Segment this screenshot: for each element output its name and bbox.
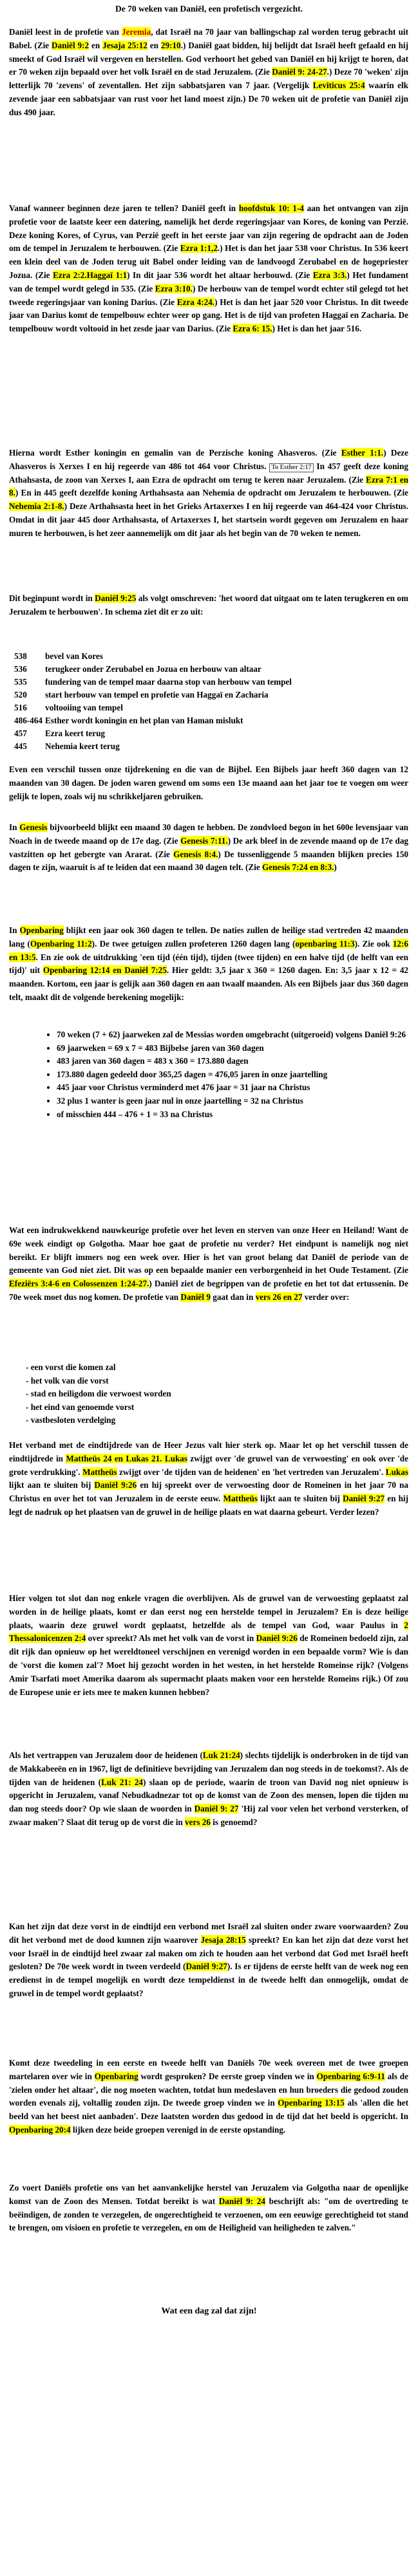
dash-text: stad en heiligdom die verwoest worden — [30, 1389, 171, 1398]
scripture-reference: Openbaring — [94, 2071, 138, 2081]
timeline-row — [14, 727, 375, 740]
timeline-row — [14, 676, 375, 689]
scripture-reference: Genesis 7:11. — [180, 835, 228, 846]
paragraph-text: blijkt een jaar ook 360 dagen te tellen. De naties zullen de heilige stad vertreden 42 maanden lang ( — [9, 925, 408, 949]
scripture-reference: 2 Thessalonicenzen 2:4 — [9, 1620, 408, 1644]
timeline-year: 445 — [14, 741, 27, 751]
paragraph-text: en hij legt de nadruk op het plaatsen van de gruwel in de heilige plaats en wat daarna gebeurt. Verder lezen? — [9, 1494, 409, 1517]
scripture-reference: Ezra 6: 15. — [233, 324, 272, 334]
paragraph-12 — [9, 1920, 408, 2001]
paragraph-text: , dat Israël na 70 jaar van ballingschap zal worden terug gebracht uit Babel. (Zie — [9, 27, 408, 50]
timeline-event: start herbouw van tempel en profetie van Haggaï en Zacharia — [45, 690, 269, 700]
timeline-row — [14, 650, 375, 663]
paragraph-text: ) De tussenliggende 5 maanden blijken precies 150 dagen te zijn, waaruit is af te leiden dat een maand 30 dagen telt. (Zie — [9, 849, 409, 873]
scripture-reference: Esther 1:1. — [341, 448, 384, 458]
paragraph-text: ). Is er tijdens de eerste helft van de week nog een eredienst in de tempel mogelijk en wordt deze tempeldienst in de tweede helft dan onmogelijk, omdat de gruwel in de tempel wordt geplaatst? — [9, 1961, 409, 1998]
calculation-item: • 32 plus 1 wanter is geen jaar nul in onze jaartelling = 32 na Christus — [57, 1095, 417, 1108]
paragraph-text: Daniël leest in de profetie van — [9, 27, 122, 37]
scripture-reference: Genesis — [19, 822, 48, 832]
paragraph-text: gaat dan in — [210, 1292, 256, 1302]
timeline-year: 516 — [14, 703, 27, 712]
paragraph-text: .) Deze 70 'weken' zijn letterlijk 70 'zevens' of zeventallen. Het zijn sabbatsjaren van 7 jaar. (Vergelijk — [9, 67, 408, 91]
scripture-reference: Ezra 2:2.Haggaï 1:1 — [53, 270, 128, 280]
paragraph-text: ) Deze Arthahsasta heet in het Grieks Artaxerxes I en hij regeerde van 464-424 voor Christus. Omdat in dit jaar 445 door Arthahsasta, of Artaxerxes I, het startsein wordt gegeven om Jeruzalem en haar muren te herbouwen, is het zeer aannemelijk om dit jaar als het begin van de 70 weken te nemen. — [9, 501, 408, 538]
scripture-reference: Mattheüs — [82, 1467, 117, 1477]
scripture-reference: Ezra 3:10. — [155, 283, 193, 293]
bible-note-box: To Esther 2:17 — [269, 463, 313, 472]
calculation-list — [45, 1028, 417, 1121]
paragraph-text: waarin elk zevende jaar een sabbatsjaar van rust voor het land moest zijn.) De 70 weken uit de profetie van Daniël zijn dus 490 jaar. — [9, 80, 408, 117]
paragraph-6 — [9, 821, 408, 875]
paragraph-13 — [9, 2057, 408, 2137]
timeline-event: Ezra keert terug — [45, 728, 106, 738]
paragraph-text: zwijgt over 'de gruwel van de verwoesting' en ook over 'de grote verdrukking'. — [9, 1453, 408, 1477]
page-title: De 70 weken van Daniël, een profetisch vergezicht. — [115, 4, 303, 14]
scripture-reference: Leviticus 25:4 — [312, 80, 365, 91]
paragraph-text: .) Het is dan het jaar 538 voor Christus. In 536 keert een klein deel van de Joden terug uit Babel onder leiding van de landvoogd Zerubabel en de hogepriester Jozua. (Zie — [9, 243, 408, 280]
timeline-event: bevel van Kores — [45, 651, 103, 661]
paragraph-text: .) Daniël gaat bidden, hij belijdt dat Israël heeft gefaald en hij smeekt of God Israël wil vergeven en herstellen. God verhoort het gebed van Daniël en hij krijgt te horen, dat er 70 weken zijn bepaald over het volk Israël en de stad Jeruzalem. (Zie — [9, 40, 409, 77]
paragraph-text: lijken deze beide groepen verenigd in de eerste opstanding. — [70, 2124, 286, 2135]
scripture-reference: Luk 21: 24 — [101, 1777, 144, 1787]
scripture-reference: Daniël 9: 27 — [194, 1804, 239, 1814]
scripture-reference: Daniël 9 — [180, 1292, 211, 1302]
paragraph-text: lijkt aan te sluiten bij — [9, 1480, 95, 1490]
paragraph-text: ) En in 445 geeft dezelfde koning Arthahsasta aan Nehemia de opdracht om Jeruzalem te herbouwen. (Zie — [15, 488, 408, 498]
timeline-event: terugkeer onder Zerubabel en Jozua en herbouw van altaar — [45, 664, 261, 674]
paragraph-text: ) — [334, 862, 337, 873]
timeline-row — [14, 714, 375, 727]
paragraph-9 — [9, 1439, 408, 1519]
paragraph-text: ) De herbouw van de tempel wordt echter stil gelegd tot het tweede regeringsjaar van koning Darius. (Zie — [9, 283, 408, 307]
scripture-reference: Lukas — [385, 1467, 408, 1477]
timeline-schema — [14, 650, 375, 753]
calculation-item: • 445 jaar voor Christus verminderd met 476 jaar = 31 jaar na Christus — [57, 1081, 417, 1095]
paragraph-11 — [9, 1749, 408, 1830]
scripture-reference: Jesaja 28:15 — [200, 1934, 246, 1945]
timeline-year: 535 — [14, 677, 27, 687]
scripture-reference: Daniël 9:26 — [94, 1480, 137, 1490]
timeline-year: 457 — [14, 728, 27, 738]
calculation-item: • of misschien 444 – 476 + 1 = 33 na Christus — [57, 1108, 417, 1122]
timeline-event: Nehemia keert terug — [45, 741, 120, 751]
dash-list — [26, 1361, 386, 1427]
paragraph-2 — [9, 202, 408, 336]
dash-text: vastbesloten verdelging — [30, 1415, 116, 1425]
dash-marker: - — [26, 1389, 31, 1398]
scripture-reference: Ezra 7:1 en 8. — [9, 474, 409, 498]
calculation-item: • 70 weken (7 + 62) jaarweken zal de Messias worden omgebracht (uitgeroeid) volgens Daniël 9:26 — [57, 1028, 417, 1042]
scripture-reference: Genesis 7:24 en 8:3. — [262, 862, 334, 873]
scripture-reference: Daniël 9: 24 — [218, 2196, 265, 2206]
paragraph-text: ) Daniël ziet de begrippen van de profetie en het tot dat ertussenin. De 70e week moet dus nog komen. De profetie van — [9, 1279, 408, 1302]
scripture-reference: 29:10 — [160, 40, 181, 50]
scripture-reference: Ezra 1:1,2 — [180, 243, 218, 254]
dash-text: het eind van genoemde vorst — [30, 1402, 135, 1412]
paragraph-text: Hierna wordt Esther koningin en gemalin van de Perzische koning Ahasveros. (Zie — [9, 448, 341, 458]
dash-marker: - — [26, 1362, 31, 1372]
dash-marker: - — [26, 1375, 31, 1385]
dash-item — [26, 1401, 386, 1414]
closing-line: Wat een dag zal dat zijn! — [161, 2306, 257, 2316]
scripture-reference: Mattheüs — [223, 1494, 258, 1504]
paragraph-text: zwijgt over 'de tijden van de heidenen' en 'het vertreden van Jeruzalem'. — [117, 1467, 386, 1477]
paragraph-text: Dit beginpunt wordt in — [9, 593, 95, 603]
paragraph-text: ) Deze Ahasveros is Xerxes I en hij regeerde van 486 tot 464 voor Christus. — [9, 448, 409, 471]
paragraph-text: als volgt omschreven: 'het woord dat uitgaat om te laten terugkeren en om Jeruzalem te herbouwen'. In schema ziet dit er zo uit: — [9, 593, 409, 616]
paragraph-3 — [9, 447, 408, 541]
paragraph-text: Vanaf wanneer beginnen deze jaren te tellen? Daniël geeft in — [9, 203, 239, 213]
scripture-reference: Openbaring — [19, 925, 64, 935]
paragraph-text: verder over: — [302, 1292, 350, 1302]
paragraph-text: Wat een indrukwekkend nauwkeurige profetie over het leven en sterven van onze Heer en Heiland! Want de 69e week eindigt op Golgotha. Maar hoe gaat de profetie nu verder? Het eindpunt is namelijk nog niet bereikt. Er blijft immers nog een week over. Hier is het van groot belang dat Daniël de periode van de gemeente van God niet ziet. Dit was op een bepaalde manier een verborgenheid in het Oude Testament. (Zie — [9, 1225, 408, 1275]
paragraph-text: als 'allen die het beeld van het beest niet aanbaden'. Deze laatsten worden dus gedood in de tijd dat het beeld is opgericht. In — [9, 2098, 409, 2122]
scripture-reference: openbaring 11:3 — [295, 938, 355, 949]
paragraph-text: ) slaan op de periode, waarin de troon van David nog niet opnieuw is opgericht in Jeruzalem, vanaf Nebudkadnezar tot op de komst van de Zoon des mensen, lopen die tijden nu dan nog steeds door? Op wie slaan de woorden in — [9, 1777, 408, 1814]
paragraph-text: ) Het is dan het jaar 520 voor Christus. In dit tweede jaar van Darius komt de tempelbouw echter weer op gang. Het is de tijd van profeten Haggaï en Zacharia. De tempelbouw wordt voltooid in het zesde jaar van Darius. (Zie — [9, 297, 408, 334]
dash-item — [26, 1361, 386, 1375]
scripture-reference: Daniël 9: 24-27 — [272, 67, 327, 77]
scripture-reference: Jeremia — [122, 27, 151, 37]
scripture-reference: Openbaring 12:14 en Daniël 7:25 — [43, 965, 167, 976]
paragraph-1 — [9, 26, 408, 120]
scripture-reference: vers 26 en 27 — [255, 1292, 303, 1302]
dash-item — [26, 1414, 386, 1427]
dash-marker: - — [26, 1402, 31, 1412]
dash-item — [26, 1387, 386, 1401]
timeline-row — [14, 740, 375, 753]
timeline-event: fundering van de tempel maar daarna stop van herbouw van tempel — [45, 677, 292, 687]
paragraph-text: over spreekt? Als met het volk van de vorst in — [86, 1633, 256, 1644]
paragraph-text: aan het ontvangen van zijn profetie voor de laatste keer een datering, namelijk het derde regeringsjaar van Kores, de koning van Perzië. Deze koning Kores, of Cyrus, van Perzië geeft in het eerste jaar van zijn regering de opdracht aan de Joden om de tempel in Jeruzalem te herbouwen. (Zie — [9, 203, 408, 254]
paragraph-text: ) In dit jaar 536 wordt het altaar herbouwd. (Zie — [127, 270, 313, 280]
timeline-row — [14, 701, 375, 714]
paragraph-text: Als het vertrappen van Jeruzalem door de heidenen ( — [9, 1750, 203, 1760]
paragraph-text: wordt gesproken? De eerste groep vinden we in — [138, 2071, 317, 2081]
paragraph-text: ) Het fundament van de tempel wordt gelegd in 535. (Zie — [9, 270, 408, 293]
paragraph-text: Kan het zijn dat deze vorst in de eindtijd een verbond met Israël zal sluiten onder zware voorwaarden? Zou dit het verbond met de dood kunnen zijn waarover — [9, 1922, 408, 1945]
paragraph-text: ) Het is dan het jaar 516. — [272, 324, 362, 334]
paragraph-7 — [9, 924, 408, 1005]
paragraph-5 — [9, 763, 408, 803]
timeline-year: 486-464 — [14, 716, 43, 725]
scripture-reference: Daniël 9:26 — [256, 1633, 298, 1644]
paragraph-text: spreekt? En kan het zijn dat deze vorst het voor Israël in de eindtijd heel zwaar zal maken om zich te houden aan het verbond dat God met Israël heeft gesloten? De 70e week wordt in tween verdeeld ( — [9, 1934, 408, 1972]
paragraph-text: Even een verschil tussen onze tijdrekening en die van de Bijbel. Een Bijbels jaar heeft 360 dagen van 12 maanden van 30 dagen. De joden waren gewend om soms een 13e maand aan het jaar toe te voegen om weer gelijk te lopen, zoals wij nu schrikkeljaren gebruiken. — [9, 764, 408, 801]
paragraph-14 — [9, 2182, 408, 2235]
timeline-year: 520 — [14, 690, 27, 700]
paragraph-text: Het verband met de eindtijdrede van de Heer Jezus valt hier sterk op. Maar let op het verschil tussen de eindtijdrede in — [9, 1440, 408, 1463]
dash-item — [26, 1375, 386, 1388]
paragraph-text: beschrijft als: "om de overtreding te beëindigen, de zonden te verzegelen, de ongerechtigheid te verzoenen, om een eeuwige gerechtigheid tot stand te brengen, om visioen en profetie te verzegelen, en om de Heiligheid van heiligheden te zalven." — [9, 2196, 408, 2233]
paragraph-text: In 457 geeft deze koning Athahsasta, de zoon van Xerxes I, aan Ezra de opdracht om terug te keren naar Jeruzalem. (Zie — [9, 461, 408, 485]
timeline-year: 536 — [14, 664, 27, 674]
timeline-row — [14, 689, 375, 701]
timeline-year: 538 — [14, 651, 27, 661]
calculation-item: • 173.880 dagen gedeeld door 365,25 dagen = 476,05 jaren in onze jaartelling — [57, 1068, 417, 1082]
paragraph-text: Hier volgen tot slot dan nog enkele vragen die overblijven. Als de gruwel van de verwoesting geplaatst zal worden in de heilige plaats, komt er dan eerst nog een herstelde tempel in Jeruzalem? En is deze heilige plaats, waarin deze gruwel wordt geplaatst, hetzelfde als de tempel van God, waar Paulus in — [9, 1593, 408, 1630]
timeline-event: voltooiing van tempel — [45, 703, 123, 712]
paragraph-text: Zo voert Daniëls profetie ons van het aanvankelijke herstel van Jeruzalem via Golgotha naar de openlijke komst van de Zoon des Mensen. Totdat bereikt is wat — [9, 2183, 408, 2206]
paragraph-text: Komt deze tweedeling in een eerste en tweede helft van Daniëls 70e week overeen met de twee groepen martelaren over wie in — [9, 2058, 408, 2081]
scripture-reference: Nehemia 2:1-8. — [9, 501, 64, 512]
scripture-reference: Efeziërs 3:4-6 en Colossenzen 1:24-27. — [9, 1279, 149, 1289]
paragraph-text: ). De twee getuigen zullen profeteren 1260 dagen lang ( — [91, 938, 296, 949]
paragraph-text: ) slechts tijdelijk is onderbroken in de tijd van de Makkabeeën en in 1967, ligt de definitieve bevrijding van Jeruzalem dan nog steeds in de toekomst?. Als de tijden van de heidenen ( — [9, 1750, 409, 1787]
paragraph-8 — [9, 1224, 408, 1304]
paragraph-4 — [9, 592, 408, 619]
paragraph-text: en — [89, 40, 103, 50]
timeline-row — [14, 663, 375, 676]
paragraph-text: In — [9, 822, 20, 832]
scripture-reference: Daniël 9:25 — [95, 593, 137, 603]
calculation-item: • 69 jaarweken = 69 x 7 = 483 Bijbelse jaren van 360 dagen — [57, 1042, 417, 1055]
scripture-reference: Genesis 8:4. — [173, 849, 218, 859]
scripture-reference: hoofdstuk 10: 1-4 — [238, 203, 304, 213]
paragraph-text: bijvoorbeeld blijkt een maand 30 dagen te hebben. De zondvloed begon in het 600e levensjaar van Noach in de tweede maand op de 17e dag. (Zie — [9, 822, 408, 846]
scripture-reference: Luk 21:24 — [202, 1750, 240, 1760]
calculation-item: • 483 jaren van 360 dagen = 483 x 360 = 173.880 dagen — [57, 1055, 417, 1068]
dash-text: het volk van die vorst — [30, 1375, 109, 1385]
paragraph-text: de Romeinen bedoeld zijn, zal dit rijk dan opnieuw op het wereldtoneel verschijnen en verenigd worden in een bepaalde vorm? Wie is dan de 'vorst die komen zal'? Moet hij gezocht worden in het westen, in het herstelde Romeinse rijk? (Volgens Amir Tsarfati moet Amerika daarom als supermacht plaats maken voor een herstelde Romeins rijk.) Of zou de Europese unie er iets mee te maken kunnen hebben? — [9, 1633, 409, 1697]
paragraph-text: 'Hij zal voor velen het verbond versterken, of zwaar maken'? Slaat dit terug op de vorst die in — [9, 1804, 409, 1827]
paragraph-text: . Hier geldt: 3,5 jaar x 360 = 1260 dagen. En: 3,5 jaar x 12 = 42 maanden. Kortom, een jaar is gelijk aan 360 dagen en aan twaalf maanden. Als een Bijbels jaar dus 360 dagen telt, maakt dit de volgende berekening mogelijk: — [9, 965, 409, 1002]
paragraph-text: In — [9, 925, 20, 935]
scripture-reference: Jesaja 25:12 — [102, 40, 147, 50]
scripture-reference: Openbaring 13:15 — [278, 2098, 345, 2108]
scripture-reference: Ezra 3:3. — [312, 270, 347, 280]
scripture-reference: Ezra 4:24. — [176, 297, 215, 307]
scripture-reference: Openbaring 20:4 — [9, 2124, 71, 2135]
paragraph-text: . En zie ook de uitdrukking 'een tijd (één tijd), tijden (twee tijden) en een halve tijd (de helft van een tijd)' uit — [9, 952, 408, 976]
scripture-reference: Mattheüs 24 en Lukas 21. Lukas — [66, 1453, 188, 1463]
dash-text: een vorst die komen zal — [30, 1362, 116, 1372]
scripture-reference: Daniël 9:27 — [185, 1961, 227, 1972]
scripture-reference: Openbaring 6:9-11 — [316, 2071, 385, 2081]
dash-marker: - — [26, 1415, 31, 1425]
paragraph-text: en hij spreekt over de verwoesting door de Romeinen in het jaar 70 na Christus en over het tot van Jeruzalem in de eerste eeuw. — [9, 1480, 408, 1504]
paragraph-text: en — [147, 40, 161, 50]
scripture-reference: Openbaring 11:2 — [30, 938, 92, 949]
paragraph-text: als de 'zielen onder het altaar', die nog moeten wachten, totdat hun medeslaven en hun broeders die gedood zouden worden evenals zij, voltallig zouden zijn. De tweede groep vinden we in — [9, 2071, 408, 2108]
paragraph-text: ) De ark bleef in de zevende maand op de 17e dag vastzitten op het gebergte van Ararat. (Zie — [9, 835, 409, 859]
scripture-reference: Daniël 9:27 — [343, 1494, 385, 1504]
paragraph-text: lijkt aan te sluiten bij — [258, 1494, 343, 1504]
timeline-event: Esther wordt koningin en het plan van Haman mislukt — [45, 716, 243, 725]
paragraph-10 — [9, 1592, 408, 1699]
scripture-reference: vers 26 — [185, 1817, 211, 1827]
paragraph-text: ). Zie ook — [354, 938, 393, 949]
scripture-reference: 12:6 en 13:5 — [9, 938, 409, 962]
paragraph-text: is genoemd? — [210, 1817, 258, 1827]
scripture-reference: Daniël 9:2 — [52, 40, 90, 50]
